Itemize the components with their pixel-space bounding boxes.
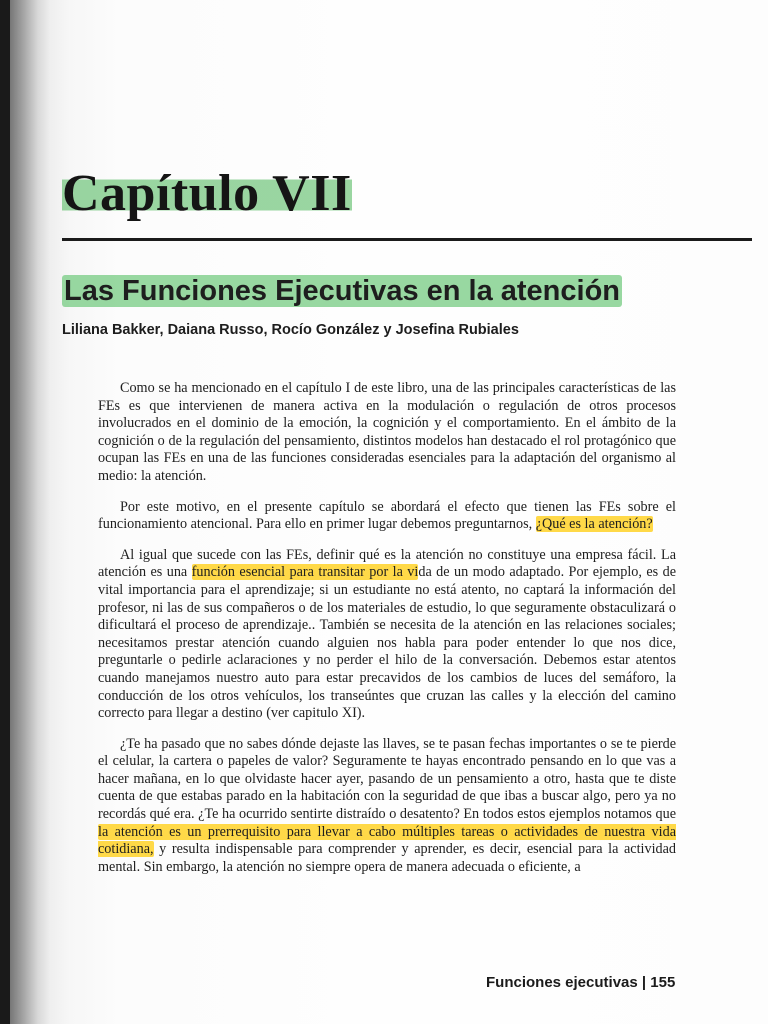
paragraph-2-highlight: ¿Qué es la atención? (535, 516, 653, 533)
paragraph-3-highlight: función esencial para transitar por la vi (191, 564, 419, 581)
chapter-title (62, 165, 352, 222)
chapter-rule (62, 238, 752, 241)
section-title (62, 276, 622, 308)
section-title-text: Las Funciones Ejecutivas en la atención (64, 275, 621, 307)
book-spine-shadow (0, 0, 10, 1024)
paragraph-4-highlight: la atención es un prerrequisito para llevar a cabo múltiples tareas o actividades de nuestra vida cotidiana, (98, 823, 676, 858)
book-gutter-shadow (10, 0, 50, 1024)
paragraph-3 (98, 547, 676, 723)
paragraph-4-text-b: y resulta indispensable para comprender y aprender, es decir, esencial para la actividad mental. Sin embargo, la atención no siempre opera de manera adecuada o eficiente, a (98, 841, 676, 875)
chapter-title-text: Capítulo VII (62, 165, 352, 222)
paragraph-4-text-a: ¿Te ha pasado que no sabes dónde dejaste las llaves, se te pasan fechas importantes o se te pierde el celular, la cartera o papeles de valor? Seguramente te hayas encontrado pensando en lo que vas a hacer mañana, en lo que olvidaste hacer ayer, pasando de un pensamiento a otro, hasta que te diste cuenta de que estabas parado en la habitación con la seguridad de que ibas a buscar algo, pero ya no recordás qué era. ¿Te ha ocurrido sentirte distraído o desatento? En todos estos ejemplos notamos que (98, 735, 676, 823)
paragraph-4 (98, 736, 676, 877)
paragraph-2-text: Por este motivo, en el presente capítulo se abordará el efecto que tienen las FEs sobre el funcionamiento atencional. Para ello en primer lugar debemos preguntarnos, (98, 498, 676, 533)
body-text (98, 380, 676, 889)
paragraph-1 (98, 380, 676, 486)
paragraph-3-text-b: da de un modo adaptado. Por ejemplo, es de vital importancia para el aprendizaje; si un estudiante no está atento, no captará la información del profesor, ni las de sus compañeros o de los materiales de estudio, lo que seguramente obstaculizará o dificultará el proceso de aprendizaje.. También se necesita de la atención en las relaciones sociales; necesitamos prestar atención cuando alguien nos habla para poder entender lo que nos dice, preguntarle o pedirle aclaraciones y no perder el hilo de la conversación. Debemos estar atentos cuando manejamos nuestro auto para estar precavidos de los cambios de luces del semáforo, la conducción de los otros vehículos, los transeúntes que cruzan las calles y la elección del camino correcto para llegar a destino (ver capitulo XI). (98, 564, 677, 722)
paragraph-3-text-a: Al igual que sucede con las FEs, definir qué es la atención no constituye una empresa fácil. La atención es una (98, 546, 676, 581)
paragraph-1-text: Como se ha mencionado en el capítulo I de este libro, una de las principales características de las FEs es que intervienen de manera activa en la modulación o regulación de otros procesos involucrados en el dominio de la emoción, la cognición y el comportamiento. En el ámbito de la cognición o de la regulación del pensamiento, distintos modelos han destacado el rol protagónico que ocupan las FEs en una de las funciones consideradas esenciales para la adaptación del organismo al medio: la atención. (98, 380, 676, 484)
page-footer: Funciones ejecutivas | 155 (486, 974, 676, 991)
authors-line: Liliana Bakker, Daiana Russo, Rocío González y Josefina Rubiales (62, 322, 519, 338)
paragraph-2 (98, 499, 676, 534)
